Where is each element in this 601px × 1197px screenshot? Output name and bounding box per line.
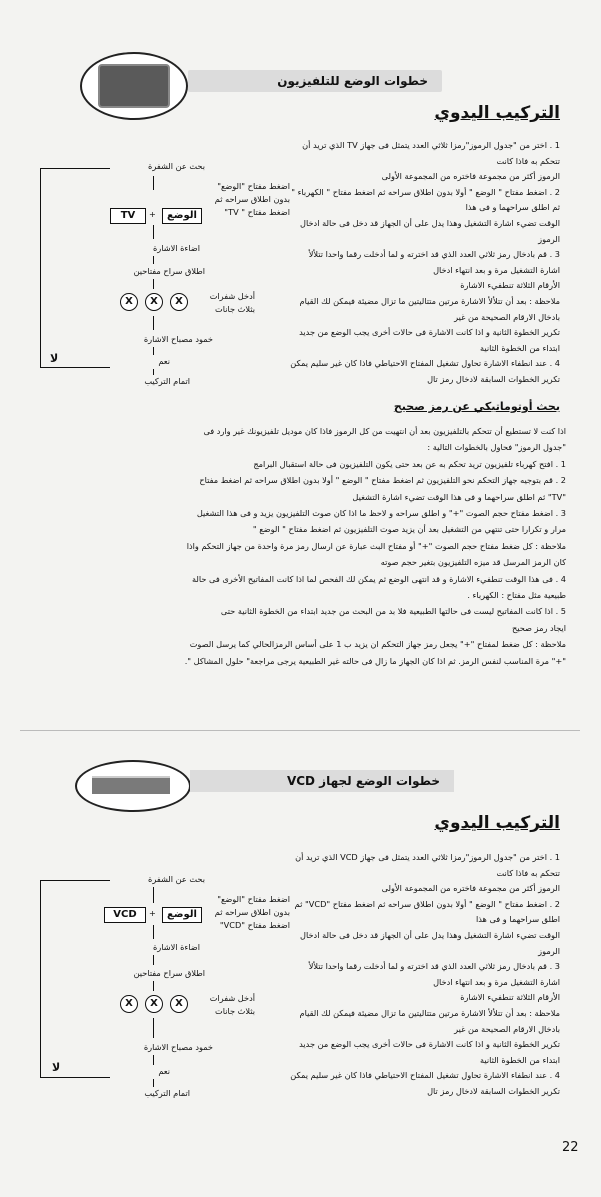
digit-circle: X: [120, 995, 138, 1013]
flow-press-mode: اضغط مفتاح "الوضع": [217, 181, 290, 191]
vcd-step-line: 4 . عند انطفاء الاشارة تحاول تشغيل المفتاح الاحتياطي فاذا كان غير سليم يمكن تكرير الخطوات السابقة لادخال رمز تال: [290, 1070, 560, 1096]
flow-release: اطلاق سراح مفتاحين: [133, 968, 205, 978]
flow-search: بحث عن الشفرة: [148, 161, 205, 171]
vcd-flowchart: [40, 865, 290, 1105]
flow-three: بثلاث جانات: [215, 304, 255, 314]
flow-search: بحث عن الشفرة: [148, 874, 205, 884]
flow-without-release: بدون اطلاق سراحه ثم: [214, 907, 290, 917]
flow-no: لا: [52, 1061, 61, 1074]
vcd-player-graphic: [92, 776, 170, 794]
tv-step-line: تكرير الخطوة الثانية و اذا كانت الاشارة فى حالات أخرى يجب الوضع من جديد ابتداء من الخطوة الثانية: [299, 327, 560, 353]
auto-line: ملاحظة : كل ضغط مفتاح حجم الصوت "+" أو مفتاح البث عبارة عن ارسال رمز مرة واحدة من جهاز التحكم واذا: [186, 540, 566, 551]
tv-section-banner: خطوات الوضع للتلفيزيون: [188, 70, 442, 92]
flow-press-mode: اضغط مفتاح "الوضع": [217, 894, 290, 904]
section-divider: [20, 730, 580, 731]
auto-line: "TV" ثم اطلق سراحهما و فى هذا الوقت تضيء اشارة التشغيل: [352, 491, 566, 502]
auto-line: ايجاد رمز صحيح: [511, 622, 566, 633]
vcd-step-line: 3 . قم بادخال رمز ثلاثي العدد الذي قد اخترته و لما أدخلت رقما واحدا تتلألأ اشارة التشغيل مرة و بعد انتهاء ادخال: [308, 961, 560, 987]
vcd-section-banner: خطوات الوضع لجهاز VCD: [190, 770, 454, 792]
flow-three: بثلاث جانات: [215, 1006, 255, 1016]
auto-line: 1 . افتح كهرباء تلفيزيون تريد تحكم به عن بعد حتى يكون التلفيزيون فى حالة استقبال البرامج: [253, 458, 566, 469]
flow-enter-codes: أدخل شفرات: [209, 993, 255, 1003]
flow-loop-line: [40, 367, 110, 368]
flow-arrow: [153, 347, 154, 355]
digit-circle: X: [120, 293, 138, 311]
vcd-step-line: الوقت تضيء اشارة التشغيل وهذا يدل على أن الجهاز قد دخل فى حالة ادخال الرموز: [300, 929, 560, 956]
flow-enter-codes: أدخل شفرات: [209, 291, 255, 301]
auto-search-steps: [28, 423, 566, 669]
vcd-step-line: الرموز أكثر من مجموعة فاختره من المجموعة الأولى: [381, 883, 560, 894]
flow-arrow: [153, 925, 154, 939]
mode-key-box: الوضع: [162, 907, 202, 923]
tv-step-line: 2 . اضغط مفتاح " الوضع " أولا بدون اطلاق سراحه ثم اضغط مفتاح " الكهرباء " ثم اطلق سراحهما و فى هذا: [291, 186, 560, 213]
flow-no: لا: [50, 352, 59, 365]
tv-step-line: 1 . اختر من "جدول الرموز"رمزا ثلاثي العدد يتمثل فى جهاز TV الذي تريد أن تتحكم به فاذا كانت: [302, 140, 560, 166]
flow-yes: نعم: [158, 356, 170, 366]
flow-loop-line: [40, 168, 110, 169]
tv-screen-graphic: [98, 64, 170, 108]
vcd-manual-title: التركيب اليدوي: [434, 813, 560, 833]
digit-circle: X: [170, 293, 188, 311]
vcd-step-line: 2 . اضغط مفتاح " الوضع " أولا بدون اطلاق سراحه ثم اضغط مفتاح "VCD" ثم اطلق سراحهما و فى هذا: [294, 898, 560, 925]
flow-press-tv: اضغط مفتاح " TV": [224, 207, 290, 217]
flow-done: اتمام التركيب: [144, 376, 190, 386]
auto-line: 2 . قم بتوجيه جهاز التحكم نحو التلفيزيون ثم اضغط مفتاح " الوضع " أولا بدون اطلاق سراحه ثم اضغط مفتاح: [199, 475, 566, 486]
digit-circle: X: [145, 293, 163, 311]
mode-key-box: الوضع: [162, 208, 202, 224]
page-number: 22: [562, 1140, 579, 1155]
flow-light: اضاءة الاشارة: [152, 942, 200, 952]
flow-done: اتمام التركيب: [144, 1088, 190, 1098]
flow-loop-line: [40, 168, 41, 368]
tv-step-line: 4 . عند انطفاء الاشارة تحاول تشغيل المفتاح الاحتياطي فاذا كان غير سليم يمكن تكرير الخطوات السابقة لادخال رمز تال: [290, 358, 560, 384]
tv-step-line: الوقت تضيء اشارة التشغيل وهذا يدل على أن الجهاز قد دخل فى حالة ادخال الرموز: [300, 217, 560, 244]
auto-line: كان الرمز المرسل قد ميزه التلفيزيون بتغير حجم صوته: [380, 557, 566, 568]
plus-sign: +: [149, 209, 156, 219]
tv-step-line: ملاحظة : بعد أن تتلألأ الاشارة مرتين متتاليتين ما تزال مضيئة فيمكن لك القيام بادخال الارقام الصحيحة من غير: [299, 295, 560, 322]
flow-loop-line: [40, 1077, 110, 1078]
tv-step-line: الرموز أكثر من مجموعة فاختره من المجموعة الأولى: [381, 171, 560, 182]
tv-key-box: TV: [110, 208, 146, 224]
vcd-steps: [290, 850, 560, 1100]
flow-press-vcd: اضغط مفتاح "VCD": [219, 920, 290, 930]
flow-arrow: [153, 887, 154, 903]
auto-line: اذا كنت لا تستطيع أن تتحكم بالتلفيزيون بعد أن انتهيت من كل الرموز فاذا كان موديل تلفيزيونك غير وارد فى: [203, 426, 566, 436]
vcd-step-line: 1 . اختر من "جدول الرموز"رمزا ثلاثي العدد يتمثل فى جهاز VCD الذي تريد أن تتحكم به فاذا كانت: [295, 852, 560, 878]
flow-arrow: [153, 955, 154, 965]
auto-line: 3 . اضغط مفتاح حجم الصوت "+" و اطلق سراحه و لاحظ ما اذا كان صوت التلفيزيون يزيد و فى هذا التشغيل: [196, 508, 566, 519]
flow-arrow: [153, 256, 154, 264]
flow-arrow: [153, 279, 154, 289]
auto-line: ملاحظة : كل ضغط لمفتاح "+" يجعل رمز جهاز التحكم ان يزيد ب 1 على أساس الرمزالحالي كما يرسل الصوت: [189, 639, 566, 650]
flow-yes: نعم: [158, 1066, 170, 1076]
flow-release: اطلاق سراح مفتاحين: [133, 266, 205, 276]
tv-step-line: 3 . قم بادخال رمز ثلاثي العدد الذي قد اخترته و لما أدخلت رقما واحدا تتلألأ اشارة التشغيل مرة و بعد انتهاء ادخال: [308, 249, 560, 275]
auto-line: "+" مرة المناسب لنفس الرمز. ثم اذا كان الجهاز ما زال فى حالته غير الطبيعية يرجى مراجعة" حلول المشاكل ".: [184, 655, 566, 666]
vcd-step-line: الأرقام الثلاثة تنطفيء الاشارة: [460, 992, 560, 1003]
tv-flowchart: [40, 150, 290, 390]
vcd-key-box: VCD: [104, 907, 146, 923]
auto-line: مرار و تكرارا حتى تنتهي من التشغيل بعد أن يزيد صوت التلفيزيون ثم اضغط مفتاح " الوضع ": [252, 524, 566, 535]
vcd-step-line: تكرير الخطوة الثانية و اذا كانت الاشارة فى حالات أخرى يجب الوضع من جديد ابتداء من الخطوة الثانية: [299, 1039, 560, 1065]
auto-line: طبيعية مثل مفتاح : الكهرباء .: [467, 590, 566, 601]
flow-arrow: [153, 176, 154, 190]
flow-off: خمود مصباح الاشارة: [143, 1042, 213, 1052]
auto-line: "جدول الرموز" فحاول بالخطوات التالية :: [427, 442, 566, 453]
flow-arrow: [153, 225, 154, 239]
auto-line: 5 . اذا كانت المفاتيح ليست فى حالتها الطبيعية فلا بد من البحث من جديد ابتداء من الخطوة الثانية حتى: [220, 606, 566, 617]
tv-step-line: الأرقام الثلاثة تنطفيء الاشارة: [460, 280, 560, 291]
digit-circle: X: [170, 995, 188, 1013]
auto-line: 4 . فى هذا الوقت تنطفيء الاشارة و قد انتهى الوضع ثم يمكن لك الفحص لما اذا كانت المفاتيح الأخرى فى حالة: [191, 573, 566, 584]
flow-off: خمود مصباح الاشارة: [143, 334, 213, 344]
auto-search-title: بحث أوتوماتيكي عن رمز صحيح: [393, 400, 560, 413]
vcd-step-line: ملاحظة : بعد أن تتلألأ الاشارة مرتين متتاليتين ما تزال مضيئة فيمكن لك القيام بادخال الارقام الصحيحة من غير: [299, 1007, 560, 1034]
digit-circle: X: [145, 995, 163, 1013]
flow-arrow: [153, 316, 154, 330]
tv-manual-title: التركيب اليدوي: [434, 103, 560, 123]
flow-light: اضاءة الاشارة: [152, 243, 200, 253]
flow-arrow: [153, 1018, 154, 1038]
flow-arrow: [153, 1079, 154, 1087]
flow-loop-line: [40, 880, 41, 1078]
flow-loop-line: [40, 880, 110, 881]
flow-arrow: [153, 981, 154, 991]
plus-sign: +: [149, 908, 156, 918]
flow-arrow: [153, 1055, 154, 1065]
tv-steps: [290, 138, 560, 388]
flow-without-release: بدون اطلاق سراحه ثم: [214, 194, 290, 204]
